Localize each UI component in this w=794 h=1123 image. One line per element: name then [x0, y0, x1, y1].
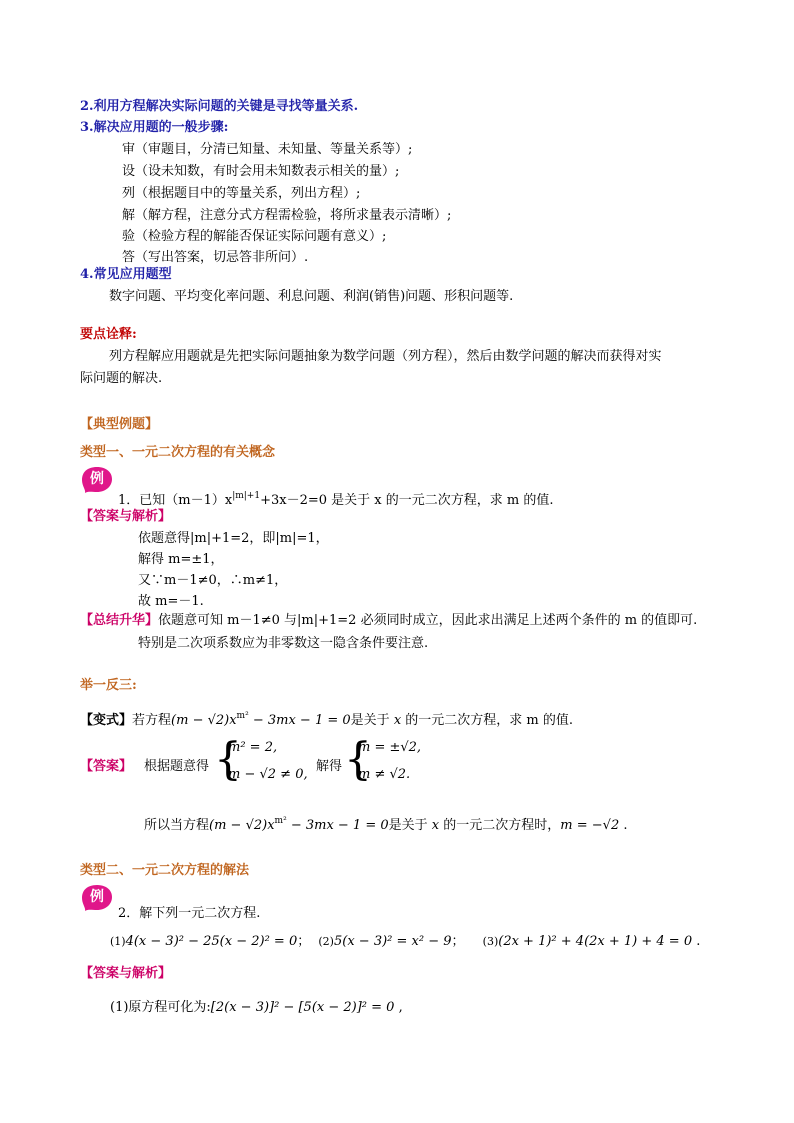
conclusion-text: 的一元二次方程时，: [443, 818, 561, 833]
section-4-title: 4.常见应用题型: [80, 267, 172, 282]
conclusion-text: 所以当方程: [144, 818, 210, 833]
example-badge-label: 例: [90, 471, 104, 487]
variant-text: 的一元二次方程，求 m 的值.: [405, 713, 574, 728]
key-points-line: 列方程解应用题就是先把实际问题抽象为数学问题（列方程），然后由数学问题的解决而获得对实: [109, 349, 662, 364]
variant-question: [80, 708, 573, 729]
section-2-title: 2.利用方程解决实际问题的关键是寻找等量关系.: [80, 99, 359, 114]
question-1: [118, 488, 553, 509]
variant-equation-exponent: m²: [236, 711, 249, 721]
solution-equation: [2(x − 3)]² − [5(x − 2)]² = 0: [210, 1000, 395, 1015]
solution-text: (1)原方程可化为:: [110, 1000, 211, 1015]
step-item: 答（写出答案，切忌答非所问）.: [122, 250, 309, 265]
system-brace-icon: {: [214, 734, 242, 785]
section-4-text: 数字问题、平均变化率问题、利息问题、利润(销售)问题、形积问题等.: [109, 289, 514, 304]
conclusion-variable: x: [431, 818, 440, 833]
solution-line: (1)原方程可化为:[2(x − 3)]² − [5(x − 2)]² = 0 ,: [110, 1000, 403, 1015]
variant-text: 若方程: [132, 713, 172, 728]
system-solution: m ≠ √2.: [358, 767, 411, 782]
step-item: 解（解方程，注意分式方程需检验，将所求量表示清晰）;: [122, 208, 452, 223]
summary-text: 依题意可知 m－1≠0 与|m|+1=2 必须同时成立，因此求出满足上述两个条件的 m 的值即可.: [158, 613, 698, 628]
variant-conclusion: 所以当方程$(m - √2)x^{m^2} - 3mx - 1 = 0$是关于 x 的一元二次方程时，m = −√2 .: [144, 816, 628, 833]
section-3-title: 3.解决应用题的一般步骤:: [80, 120, 229, 135]
summary-label: 【总结升华】: [80, 613, 159, 628]
question-1-exponent: |m|+1: [232, 491, 261, 501]
variant-equation: (m − √2)x: [171, 713, 237, 728]
conclusion-equation-tail: − 3mx − 1 = 0: [286, 818, 389, 833]
answer-line: 依题意得|m|+1=2，即|m|=1，: [138, 531, 329, 546]
key-points-title: 要点诠释:: [80, 327, 137, 342]
system-equation: m − √2 ≠ 0,: [228, 767, 308, 782]
variant-variable: x: [393, 713, 402, 728]
answer-label: 【答案与解析】: [80, 966, 172, 981]
variant-label: 【变式】: [80, 713, 133, 728]
question-2-parts: (1)4(x − 3)² − 25(x − 2)² = 0； (2)5(x − 3)² = x² − 9； (3)(2x + 1)² + 4(2x + 1) + 4 = 0 .: [110, 934, 701, 949]
conclusion-text: 是关于: [388, 818, 428, 833]
question-1-text-tail: +3x－2=0 是关于 x 的一元二次方程，求 m 的值.: [260, 493, 554, 508]
summary-line-2: 特别是二次项系数应为非零数这一隐含条件要注意.: [138, 636, 429, 651]
part-label: (1): [110, 935, 126, 948]
part-label: (2): [318, 935, 334, 948]
system-equation: m² = 2,: [228, 740, 278, 755]
step-item: 审（审题目，分清已知量、未知量、等量关系等）;: [122, 142, 413, 157]
conclusion-equation-exponent: m²: [274, 816, 287, 826]
variant-equation-tail: − 3mx − 1 = 0: [248, 713, 351, 728]
system-solution: m = ±√2,: [358, 740, 422, 755]
system-brace-icon: {: [344, 734, 372, 785]
answer-line: 解得 m=±1，: [138, 552, 224, 567]
variant-text: 是关于: [350, 713, 390, 728]
example-badge-label: 例: [90, 889, 104, 905]
type-1-title: 类型一、一元二次方程的有关概念: [80, 445, 276, 460]
variant-answer-text: 根据题意得: [144, 759, 210, 774]
answer-label: 【答案与解析】: [80, 509, 172, 524]
step-item: 验（检验方程的解能否保证实际问题有意义）;: [122, 229, 387, 244]
conclusion-equation: (m − √2)x: [209, 818, 275, 833]
key-points-line: 际问题的解决.: [80, 371, 163, 386]
answer-line: 又∵m－1≠0，∴m≠1，: [138, 573, 288, 588]
step-item: 设（设未知数，有时会用未知数表示相关的量）;: [122, 164, 400, 179]
part-equation: (2x + 1)² + 4(2x + 1) + 4 = 0: [498, 934, 693, 949]
examples-header: 【典型例题】: [80, 417, 159, 432]
variant-header: 举一反三:: [80, 678, 137, 693]
part-label: (3): [482, 935, 499, 948]
summary-line: [80, 613, 697, 629]
variant-answer-label: 【答案】: [80, 759, 133, 774]
question-2: 2．解下列一元二次方程.: [118, 906, 261, 921]
variant-solve-text: 解得: [316, 759, 343, 774]
type-2-title: 类型二、一元二次方程的解法: [80, 863, 250, 878]
conclusion-value: m = −√2: [560, 818, 620, 833]
part-equation: 4(x − 3)² − 25(x − 2)² = 0: [125, 934, 298, 949]
answer-line: 故 m=－1.: [138, 594, 204, 609]
step-item: 列（根据题目中的等量关系，列出方程）;: [122, 186, 361, 201]
part-equation: 5(x − 3)² = x² − 9: [333, 934, 452, 949]
question-1-text: 1．已知（m－1）x: [118, 493, 233, 508]
